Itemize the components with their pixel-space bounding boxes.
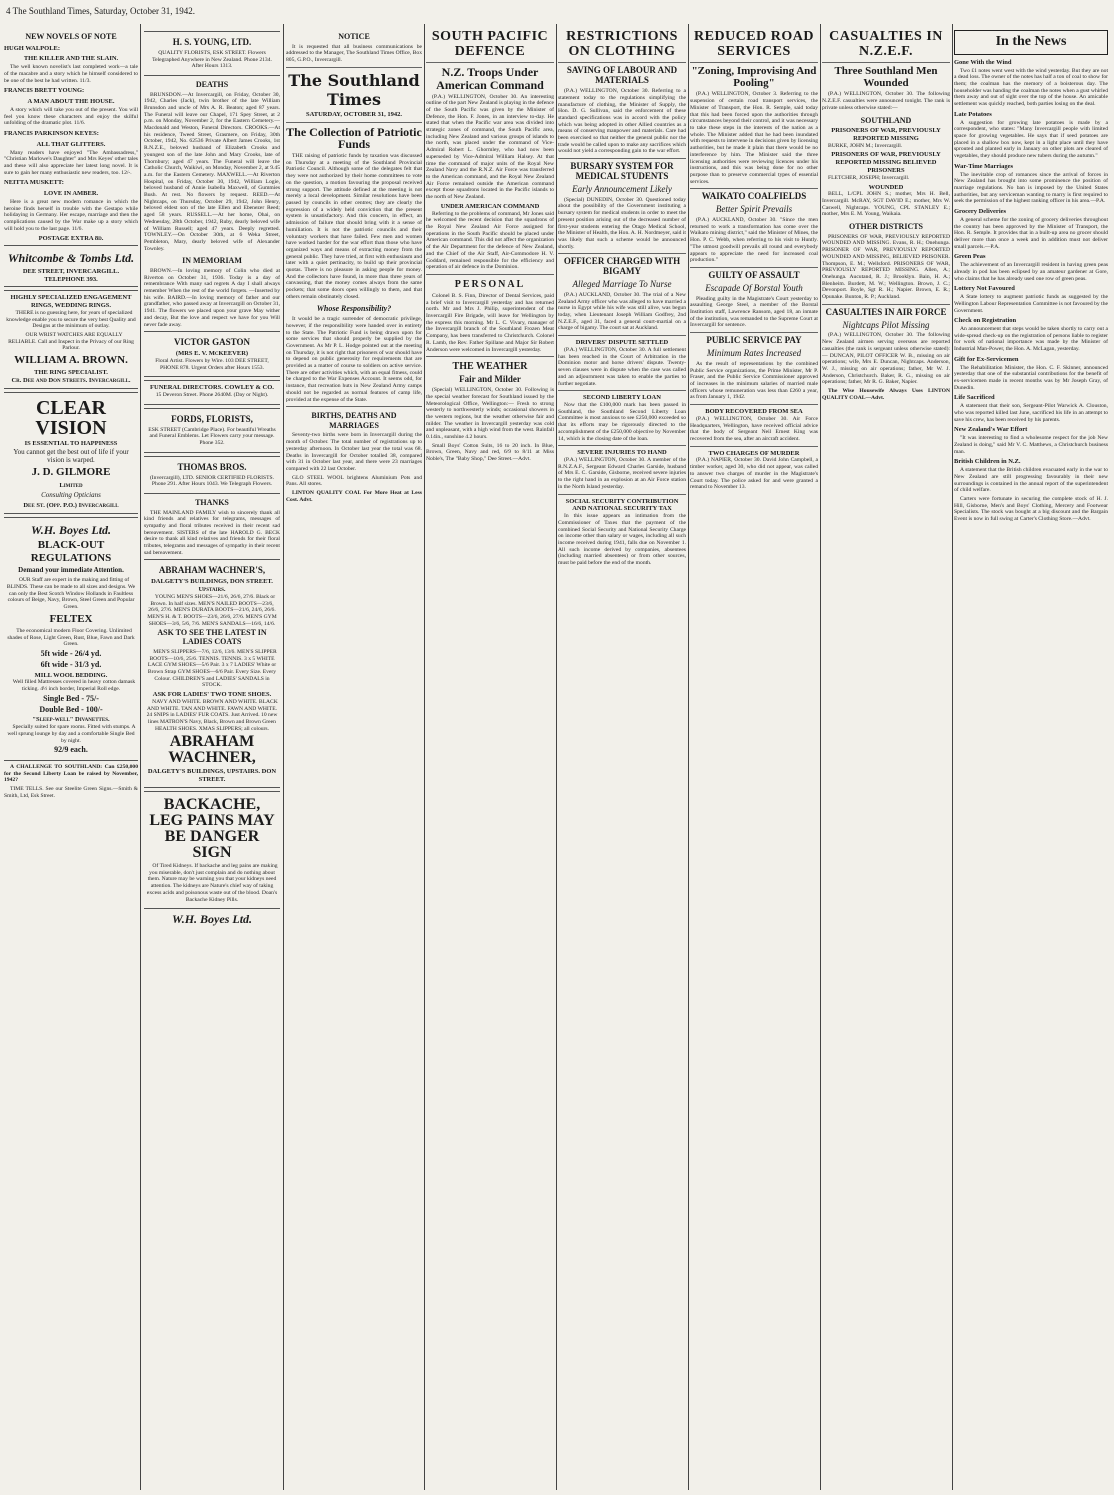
story-headline: Three Southland Men Wounded xyxy=(834,65,938,89)
backache-ad xyxy=(144,791,280,909)
news-item xyxy=(954,394,1108,423)
news-item-heading: New Zealand's War Effort xyxy=(954,426,1028,434)
clear-vision-ad xyxy=(4,392,138,514)
wachner-name: ABRAHAM WACHNER'S, xyxy=(158,565,266,576)
news-item-heading: Gone With the Wind xyxy=(954,58,1012,66)
news-item xyxy=(954,458,1108,494)
notice-text: It is requested that all business communications be addressed to the Manager, The Southland Times Office, Box 805, G.P.O., Invercargill. xyxy=(286,43,422,63)
dateline: SATURDAY, OCTOBER 31, 1942. xyxy=(305,111,403,119)
news-item xyxy=(954,111,1108,160)
thomas-text: (Invercargill), LTD. SENIOR CERTIFIED FLORISTS. Phone 291. After Hours 1043. We Telegraph Flowers. xyxy=(149,474,275,488)
column-rule xyxy=(424,24,425,1490)
novel-item xyxy=(4,130,138,176)
injuries-headline: SEVERE INJURIES TO HAND xyxy=(577,449,667,457)
body-text: (P.A.) WELLINGTON, October 30. Air Force Headquarters, Wellington, have received official advice that the body of Sergeant Neil Ernest King was recovered from the sea, after an aircraft accident. xyxy=(690,415,818,442)
glo-ad: GLO STEEL WOOL brightens Aluminium Pots and Pans. All stores. xyxy=(286,474,422,488)
injuries-text: (P.A.) WELLINGTON, October 30. A member of the R.N.Z.A.F., Sergeant Edward Charles Garside, husband of Mrs E. C. Garside, Gisborne, received severe injuries to the right hand in an explosion at an Air Force station in the North Island yesterday. xyxy=(558,457,686,490)
story-headline: N.Z. Troops Under American Command xyxy=(436,65,544,92)
waikato-headline: WAIKATO COALFIELDS xyxy=(701,191,807,202)
news-item-text: A statement that their son, Sergeant-Pilot Warwick A. Clouston, who was reported killed last June, sacrificed his life in an attempt to save his crew, has been received by his parents. xyxy=(954,403,1108,423)
pay-text: As the result of representations by the combined Public Service organizations, the Prime Minister, Mr P. Fraser, and the Public Service Commissioner approved of increases in the minimum salaries of married male officers whose remuneration was less than £260 a year, as from January 1, 1942. xyxy=(690,360,818,401)
news-item-text: An announcement that steps would be taken shortly to carry out a wide-spread check-up on the registration of persons liable to register for work of national importance was made by the Minister of Industrial Man-Power, the Hon. A. McLagan, yesterday. xyxy=(954,326,1108,353)
news-item xyxy=(954,285,1108,314)
backache-text: Of Tired Kidneys. If backache and leg pains are making you miserable, don't just complain and do nothing about them. Nature may be warning you that your kidneys need attention. The kidneys are Nature's chief way of taking excess acids and poisonous waste out of the blood. Doan's Backache Kidney Pills. xyxy=(146,863,278,903)
news-item-text: A general scheme for the zoning of grocery deliveries throughout the country has been approved by the Minister of Transport, the Hon. R. Semple. It provides that in a built-up area no grocer should deliver more than once a week and in addition must not deliver small parcels.—P.A. xyxy=(954,216,1108,250)
clear-vision-heading: CLEAR VISION xyxy=(35,396,107,439)
column-1 xyxy=(4,28,138,1488)
news-item-heading: Grocery Deliveries xyxy=(954,208,1007,216)
gilmore-sub: Limited xyxy=(59,481,83,489)
abraham-sub: DALGETY'S BUILDINGS, UPSTAIRS. DON STREET. xyxy=(147,768,277,784)
story-text: (P.A.) WELLINGTON, October 30. The following N.Z.E.F. casualties were announced tonight. The rank is private unless otherwise stated:— xyxy=(822,91,950,111)
gaston-text: Floral Artist. Flowers by Wire. 103 DEE STREET, PHONE 878. Urgent Orders after Hours 1553. xyxy=(155,357,269,371)
murder-headline: TWO CHARGES OF MURDER xyxy=(708,449,800,457)
feltex-heading: FELTEX xyxy=(49,612,93,625)
florist-text: QUALITY FLORISTS, ESK STREET. Flowers Telegraphed Anywhere in New Zealand. Phone 2134. After Hours 1313. xyxy=(152,49,272,70)
thanks-notices: THE MAINLAND FAMILY wish to sincerely thank all kind friends and relatives for telegrams, messages of sympathy and floral tributes received in their recent sad bereavement. SISTERS of the late HAROLD G. BECK desire to thank all kind relatives and friends for their floral tributes, telegrams and messages of sympathy in their recent sad bereavement. xyxy=(144,509,280,556)
weather-sub: Fair and Milder xyxy=(459,374,521,385)
blackout-sub: Demand your immediate Attention. xyxy=(18,566,124,575)
personal-text: Colonel B. S. Finn, Director of Dental Services, paid a brief visit to Invercargill yesterday and has returned north. Mr and Mrs J. Philip, superintendent of the Invercargill Fire Brigade, will leave for Wellington by the express this morning. Mr L. C. Vivary, manager of the Invercargill branch of the Southland Frozen Meat Company, has been transferred to Christchurch. Colonel R. Lamb, the Rev. Father Spillane and Major Sir Robert Anderson were welcomed in Invercargill yesterday. xyxy=(426,292,554,353)
story-text: (P.A.) WELLINGTON, October 3. Referring to the suspension of certain road transport services, the Minister of Transport, the Hon. R. Semple, said today that this had been forced upon the authorities through circumstances beyond their control, and it was necessary to take these steps in the interests of the nation as a whole. The Minister added that he had been inundated with requests to intervene in decisions given by licensing authorities, but he made it plain that there would be no interference by him. The Minister said the three licensing authorities were reviewing licences under his instructions, and this was being done for no other purpose than to preserve commercial types of essential services. xyxy=(690,91,818,185)
novel-list xyxy=(4,45,138,233)
whitcombe-logo: Whitcombe & Tombs Ltd. xyxy=(7,251,135,266)
funeral-text: 15 Deveron Street. Phone 2640M. (Day or Night). xyxy=(155,392,269,399)
editorial-text-2: It would be a tragic surrender of democratic privilege, however, if the responsibility were handed over in entirety to the State. The Patriotic Fund is being drawn upon for some services that should properly be supplied by the Government. As Mr P. L. Hodge pointed out at the meeting on Thursday, it is not right that prisoners of war should have to depend on public generosity for requirements that are provided as a matter of course to soldiers on active service. There are other activities which, with an equal fitness, could be charged to the War Expenses Account. It seems odd, for instance, that recreation huts in New Zealand Army camps should not be regarded as normal features of camp life, provided at the expense of the State. xyxy=(286,316,422,403)
column-8 xyxy=(954,28,1108,1488)
novel-author: NEITTA MUSKETT: xyxy=(4,179,64,187)
pay-sub: Minimum Rates Increased xyxy=(706,348,802,359)
clear-vision-sub: IS ESSENTIAL TO HAPPINESS xyxy=(24,439,118,447)
news-item xyxy=(954,356,1108,392)
masthead: The Southland Times xyxy=(288,70,420,109)
brown-name: WILLIAM A. BROWN. xyxy=(14,354,128,367)
air-sub: Nightcaps Pilot Missing xyxy=(842,319,930,330)
bigamy-text: (P.A.) AUCKLAND, October 30. The trial of a New Zealand Army officer who was alleged to have married a nurse in Egypt while his wife was still alive, was begun today, when Lieutenant Joseph William Godfrey, 2nd N.Z.E.F., aged 31, faced a general court-martial on a charge of bigamy. The court sat at Auckland. xyxy=(558,291,686,332)
social-text: In this issue appears an intimation from the Commissioner of Taxes that the payment of the combined Social Security and National Security Charge on income other than salary or wages, including all such income received during 1941, falls due on November 1. All such income derived by companies, absentees (including married absentees) or from other sources, must be paid before the end of the month. xyxy=(558,513,686,567)
florist-name: H. S. YOUNG, LTD. xyxy=(172,37,252,47)
casualty-list: FLETCHER, JOSEPH; Invercargill. xyxy=(828,174,910,181)
funeral-heading: FUNERAL DIRECTORS. COWLEY & CO. xyxy=(150,384,274,392)
coats-text: MEN'S SLIPPERS—7/6, 12/6, 13/6. MEN'S SLIPPER BOOTS—10/6, 25/6. TENNIS. TENNIS. 3 x 5 WHITE LACE GYM SHOES—5/6 Pair. 3 x 7 LADIES' White or Brown Strap GYM SHOES—6/6 Pair. Every Size. Every Colour. CHILDREN'S and LADIES' SANDALS in STOCK. xyxy=(147,648,277,689)
novel-title: LOVE IN AMBER. xyxy=(43,190,99,198)
news-item-heading: War-Time Marriages xyxy=(954,162,1014,170)
notice-heading: NOTICE xyxy=(338,32,370,41)
shoes-text: NAVY AND WHITE. BROWN AND WHITE. BLACK AND WHITE. TAN AND WHITE. FAWN AND WHITE. 24 SNIPS in LADIES' FUR COATS. Just Arrived. 10 new lines MATRON'S Navy, Black, Brown and Brown Green HEALTH SHOES. XMAS SLIPPERS; all colours. xyxy=(146,698,278,732)
divanettes-price: 92/9 each. xyxy=(54,745,88,755)
boyes-logo: W.H. Boyes Ltd. xyxy=(30,522,112,537)
blackout-heading: BLACK-OUT REGULATIONS xyxy=(30,539,112,565)
column-rule xyxy=(140,24,141,1490)
boyes-ad xyxy=(4,517,138,761)
gaston-name: VICTOR GASTON xyxy=(174,337,250,348)
column-6 xyxy=(690,28,818,1488)
carters-ad: Carters were fortunate in securing the complete stock of H. J. Hill, Gisborne, Men's and Boys' Clothing, Mercery and Footwear Specialists. The stock was bought at a big discount and the Bargain Event is now in full swing at Carter's Clothing Store.—Advt. xyxy=(954,495,1108,523)
novel-title: ALL THAT GLITTERS. xyxy=(36,140,106,148)
gilmore-address: Dee St. (Opp. P.O.) Invercargill xyxy=(23,501,119,509)
deaths-notices: BRUNSDON.—At Invercargill, on Friday, October 30, 1942, Charles (Jack), twin brother of the late William Brunsdon and uncle of Mrs A. R. Beaton; aged 87 years. The Funeral will leave our Chapel, 171 Spey Street, at 2 p.m. on Monday, November 2, for the Eastern Cemetery.—Macdonald and Weston, Funeral Directors. CROOKS.—At his residence, Tweed Street, Grasmere, on Friday, 30th October, 1942, No. 62536 Private Albert James Crooks, 1st R.N.Z.E., beloved husband of Elizabeth Crooks and youngest son of the late John and Mary Crooks, late of Thornbury; aged 47 years. The Funeral will leave the Catholic Church, Waikiwi, on Monday, November 2, at 9.45 a.m. for the Eastern Cemetery. MAXWELL.—At Riverton Hospital, on Friday, October 30, 1942, William Logie, beloved husband of Annie Isabella Maxwell, of Gummies Bush. At rest. No flowers by request. REED.—At Nightcaps, on Thursday, October 29, 1942, John Henry, beloved eldest son of the late Ellen and Ebenezer Reed; aged 58 years. RUSSELL.—At her home, Ohai, on Wednesday, 28th October, 1942, Ruby, dearly beloved wife of William Russell; aged 47 years. Deeply regretted. TOWNLEY.—On October 30th, at 6 Weka Street, Pembleton, Mary, dearly beloved wife of Alexander Townley. xyxy=(144,91,280,252)
news-item xyxy=(954,253,1108,282)
column-4 xyxy=(426,28,554,1488)
blackout-text: OUR Staff are expert in the making and fitting of BLINDS. These can be made to all sizes and designs. We can only the Best Scotch Window Hollands in Faultless colours of Beige, Navy, Brown, Steel Green and Popular Green. xyxy=(6,577,136,610)
bursary-sub: Early Announcement Likely xyxy=(572,183,672,194)
linton-ad: LINTON QUALITY COAL For More Heat at Less Cost. Advt. xyxy=(286,490,422,503)
story-text: (P.A.) WELLINGTON, October 30. Referring to a statement today to the regulations simplifying the manufacture of clothing, the Minister of Supply, the Hon. D. G. Sullivan, said the enforcement of these standard specifications was in accord with the policy which was being adopted in other Allied countries as a means of conserving manpower and materials. Care had been exercised so that neither the general public nor the trade would be called upon to make any sacrifices which would not yield a corresponding gain to the war effort. xyxy=(558,88,686,155)
novel-author: FRANCIS PARKINSON KEYES: xyxy=(4,130,99,137)
news-item-text: A statement that the British children evacuated early in the war to New Zealand are still progressing favourably in their new surroundings is contained in the annual report of the superintendent of child welfare. xyxy=(954,467,1108,494)
news-item xyxy=(954,317,1108,353)
small-boys-ad: Small Boys' Cotton Suits, 16 to 20 inch. In Blue, Brown, Green, Navy and red, 6/9 to 8/11 at Miss Noble's, The "Baby Shop," Dee Street.—Advt. xyxy=(426,442,554,463)
fords-ad xyxy=(144,408,280,453)
casualty-list: BURKE, JOHN M.; Invercargill. xyxy=(828,142,903,149)
whitcombe-address: DEE STREET, INVERCARGILL. xyxy=(22,267,120,275)
casualty-list-heading: PRISONERS OF WAR, PREVIOUSLY REPORTED MISSING BELIEVED PRISONERS xyxy=(831,151,941,175)
story-subhead: UNDER AMERICAN COMMAND xyxy=(440,202,540,210)
rings-heading: HIGHLY SPECIALIZED ENGAGEMENT RINGS, WEDDING RINGS. xyxy=(10,294,132,310)
fords-text: ESK STREET (Cambridge Place). For beautiful Wreaths and Funeral Emblems. Let Flowers carry your message. Phone 352. xyxy=(148,426,276,446)
new-novels-heading: NEW NOVELS OF NOTE xyxy=(25,32,117,41)
editorial-text: THE raising of patriotic funds by taxation was discussed on Thursday at a meeting of the Southland Provincial Patriotic Council. Although some of the delegates felt that they were not authorized by their home committees to vote on the question, a motion favouring the proposal received strong support. The attitude defined at the meeting is not merely a local development. Similar resolutions have been passed by councils in other centres; they are clearly the expression of a widely held conviction that the present system is unsatisfactory. And this concern, in effect, an admission of failure that should bring with it a sense of humiliation. It is not the patriotic councils and their voluntary workers that have failed. Few men and women have worked harder for the war effort than those who have organized ways and means of extracting money from the general public. They have tried, at first with enthusiasm and later with a quiet pertinacity, to build up their provincial quotas. There is no pleasure in asking people for money. And the collectors have found, in more than three years of canvassing, that the money comes always from the same pockets; that some doors open willingly to them, and that others remain obstinately closed. xyxy=(286,153,422,300)
feltex-text: The economical modern Floor Covering. Unlimited shades of Rose, Light Green, Rust, Blue, Fawn and Dark Green. xyxy=(7,627,135,648)
wachner-ad xyxy=(144,559,280,788)
news-item-heading: Life Sacrificed xyxy=(954,394,995,402)
wounded-list: BELL, L/CPL JOHN S.; mother, Mrs H. Bell, Invercargill. McRAY, SGT DAVID E.; mother, Mrs W. Caswell, Nightcaps. YOUNG, CPL STANLEY E.; mother, Mrs E. M. Young, Waikaia. xyxy=(822,191,950,218)
assault-headline: GUILTY OF ASSAULT xyxy=(708,269,800,280)
news-item-text: The achievement of an Invercargill resident in having green peas already in pod has been eclipsed by an amateur gardener at Gore, who claims that he has already used one row of green peas. xyxy=(954,262,1108,282)
banner-casualties: CASUALTIES IN N.Z.E.F. xyxy=(829,29,943,59)
wounded-heading: WOUNDED xyxy=(868,183,904,191)
whitcombe-ad xyxy=(4,245,138,287)
other-districts-heading: OTHER DISTRICTS xyxy=(848,222,924,232)
news-item-heading: Green Peas xyxy=(954,253,986,261)
column-rule xyxy=(820,24,821,1490)
novel-item xyxy=(4,179,138,232)
births-text: Seventy-two births were born in Invercargill during the month of October. The total number of registrations up to yesterday afternoon. In October last year the total was 68. Deaths in Invercargill for October totalled 38, compared with 31 in October last year, and there were 23 marriages compared with 22 last October. xyxy=(286,432,422,472)
brown-sub: THE RING SPECIALIST. xyxy=(34,369,108,377)
banner-clothing: RESTRICTIONS ON CLOTHING xyxy=(566,29,678,59)
body-headline: BODY RECOVERED FROM SEA xyxy=(705,408,803,416)
brown-address: Cr. Dee and Don Streets. Invercargill. xyxy=(11,377,131,385)
abraham-name: ABRAHAM WACHNER, xyxy=(168,733,256,767)
news-item-text: A State lottery to augment patriotic funds as suggested by the Wellington Labour Representation Committee is not favoured by the Government. xyxy=(954,294,1108,314)
novel-blurb: A story which will take you out of the present. You will feel you know these characters and enjoy the skilful unfolding of the dramatic plot. 11/6. xyxy=(4,106,138,127)
social-headline: SOCIAL SECURITY CONTRIBUTION AND NATIONAL SECURITY TAX xyxy=(565,497,679,513)
story-text: (P.A.) WELLINGTON, October 30. An interesting outline of the part New Zealand is playing in the defence of the South Pacific was given by the Minister of Defence, the Hon. F. Jones, in an interview to-day. He stated that when the Pacific war area was divided into strategic zones of command, the South Pacific area, including New Zealand and various groups of islands to the north, was placed under the command of Vice-Admiral Robert L. Ghormley, who had now been superseded by Vice-Admiral William Halsey. At that time the command of major units of the Royal New Zealand Navy and the R.N.Z. Air Force was transferred to the American command, and the Royal New Zealand Air Force remained outside the American command except those squadrons located in the Pacific islands to the north of New Zealand. xyxy=(426,93,554,201)
rings-text: THERE is no guessing here, for years of specialized knowledge enable you to secure the very best Quality and Designs at the minimum of outlay. xyxy=(6,309,136,330)
rings-ad xyxy=(4,290,138,389)
novel-author: FRANCIS BRETT YOUNG: xyxy=(4,87,85,95)
gilmore-opticians: Consulting Opticians xyxy=(41,491,101,500)
story-text-2: Referring to the problems of command, Mr Jones said he welcomed the recent decision that the squadrons of the Royal New Zealand Air Force assigned for operations in the South Pacific should be placed under American command. This did not affect the organization of the Air Department for the defence of New Zealand, and the Chief of the Air Staff, Air-Commodore H. V. Goddard, remained responsible for the efficiency and operation of air defence in the Dominion. xyxy=(426,210,554,271)
murder-text: (P.A.) NAPIER, October 30. David John Campbell, a timber worker, aged 30, who did not appear, was called to answer two charges of murder in the Magistrate's Court today. The police asked for and were granted a remand to November 13. xyxy=(690,457,818,491)
page-header: 4 The Southland Times, Saturday, October 31, 1942. xyxy=(6,6,195,16)
other-districts-list: PRISONERS OF WAR, PREVIOUSLY REPORTED WOUNDED AND MISSING. Evans, R. H.; Onehunga. PRISONER OF WAR, PREVIOUSLY REPORTED WOUNDED AND MISSING, BELIEVED PRISONER. Thompson, E. M.; Wellsford. PRISONERS OF WAR, PREVIOUSLY REPORTED MISSING. Allen, A.; Onehunga. Aucutand, R. J.; Brooklyn. Bain, H. A.; Blenheim. Burdett, M. W.; Wellington. Brown, J. C.; Devonport. Boyle, Sgt R. H.; Napier. Brown, E. R.; Opunake. Bunton, R. P.; Auckland. xyxy=(822,233,950,301)
gaston-ad xyxy=(144,331,280,377)
young-florist-ad xyxy=(144,31,280,76)
news-item-heading: Check on Registration xyxy=(954,317,1017,325)
personal-heading: PERSONAL xyxy=(454,278,526,290)
liberty-headline: SECOND LIBERTY LOAN xyxy=(583,394,661,402)
mill-text: Well filled Mattresses covered in heavy cotton damask ticking. 4½ inch border, Imperial Roll edge. xyxy=(12,679,136,692)
column-3 xyxy=(286,28,422,1488)
waikato-text: (P.A.) AUCKLAND, October 30. "Since the men returned to work a transformation has come over the Waikato mining district," said the Minister of Mines, the Hon. P. C. Webb, when referring to his visit to Huntly. "The utmost goodwill prevails all round and everybody appears to appreciate the need for increased coal production." xyxy=(690,217,818,264)
news-item-heading: British Children in N.Z. xyxy=(954,458,1021,466)
boyes-logo: W.H. Boyes Ltd. xyxy=(171,912,253,927)
backache-heading: BACKACHE, LEG PAINS MAY BE DANGER SIGN xyxy=(149,796,275,862)
mill-price: Double Bed - 100/- xyxy=(39,704,103,714)
column-2 xyxy=(144,28,280,1488)
news-item-text: Two £1 notes went west with the wind yesterday. But they are not a dead loss. The owner of the notes has half a ton of coal to show for them; the coalman has the memory of a boisterous day. The householder was handing the coalman the notes when a gust whirled them away and out of sight over the top of the house. An amicable settlement was quickly reached, both parties losing on the deal. xyxy=(954,67,1108,108)
feltex-price: 5ft wide - 26/4 yd. xyxy=(40,648,102,658)
coats-heading: ASK TO SEE THE LATEST IN LADIES COATS xyxy=(157,628,267,647)
drivers-text: (P.A.) WELLINGTON, October 30. A full settlement has been reached in the Court of Arbitration in the Dominion motor and horse drivers' dispute. Twenty-seven clauses were in dispute when the case was called and an adjournment was taken to enable the parties to further negotiate. xyxy=(558,346,686,387)
bigamy-sub: Alleged Marriage To Nurse xyxy=(572,279,672,290)
story-headline: SAVING OF LABOUR AND MATERIALS xyxy=(566,65,678,86)
news-item-text: A suggestion for growing late potatoes is made by a correspondent, who states: "Many Invercargill people with limited space for growing vegetables. He says that if seed potatoes are placed in a shallow box now, kept in a light place until they have sprouted and planted early in January on other plots are cleared of vegetables, they should produce new tubers during the autumn." xyxy=(954,119,1108,160)
news-item xyxy=(954,426,1108,455)
shoes-heading: ASK FOR LADIES' TWO TONE SHOES. xyxy=(152,691,272,699)
thomas-name: THOMAS BROS. xyxy=(177,461,247,472)
memoriam-notices: BROWN.—In loving memory of Colin who died at Riverton on October 31, 1936. Today is a day of remembrance With many sad regrets A day I shall always remember When the rest of the world forgets. —Inserted by his wife. BAIRD.—In loving memory of father and our grandfather, who passed away at Invercargill on October 31, 1941. The flowers we placed upon your grave May wither and decay, But the love and respect we have for you Will never fade away. xyxy=(144,267,280,328)
funeral-ad xyxy=(144,380,280,405)
births-heading: BIRTHS, DEATHS AND MARRIAGES xyxy=(311,411,397,430)
deaths-heading: DEATHS xyxy=(195,79,229,89)
time-tells-note: TIME TELLS. See our Steelite Green Signs.—Smith & Smith, Ltd, Esk Street. xyxy=(4,786,138,799)
bursary-headline: BURSARY SYSTEM FOR MEDICAL STUDENTS xyxy=(570,161,674,182)
novel-item xyxy=(4,45,138,85)
gilmore-name: J. D. GILMORE xyxy=(31,466,111,479)
memoriam-heading: IN MEMORIAM xyxy=(182,256,242,266)
divanettes-heading: "Sleep-well" Divanettes. xyxy=(32,716,110,724)
novel-title: A MAN ABOUT THE HOUSE. xyxy=(27,98,115,106)
weather-text: (Special) WELLINGTON, October 30. Following is the special weather forecast for Southland issued by the Meteorological Office, Wellington:— Fresh to strong westerly to northwesterly winds; occasional showers in the western regions, but the weather otherwise fair and milder. The weather in Invercargill yesterday was cold and unpleasant, with a high wind from the west. Rainfall 0.14in., sunshine 4.2 hours. xyxy=(426,387,554,441)
in-the-news-heading: In the News xyxy=(954,30,1108,55)
news-item-text: The inevitable crop of romances since the arrival of forces in New Zealand has brought into some prominence the position of marriage regulations. No ban is imposed by the United States authorities, but any serviceman wanting to marry is first required to seek the permission of the highest ranking officer in his area.—P.A. xyxy=(954,171,1108,205)
news-item-heading: Late Potatoes xyxy=(954,110,992,118)
novel-blurb: Here is a great new modern romance in which the heroine finds herself in trouble with the Gestapo while holidaying in Germany. Her escape, marriage and then the complications caused by the War make up a story which will hold you to the last page. 11/6. xyxy=(4,199,138,232)
column-rule xyxy=(688,24,689,1490)
novel-blurb: The well known novelist's last completed work—a tale of the macabre and a story which he himself considered to be one of the best he had written. 11/3. xyxy=(4,64,138,84)
news-item-text: The Rehabilitation Minister, the Hon. C. F. Skinner, announced yesterday that one of the substantial contributions for the benefit of ex-servicemen made in recent months was by Mr Joseph Gray, of Dunedin. xyxy=(954,364,1108,391)
news-item xyxy=(954,163,1108,205)
news-item-heading: Lottery Not Favoured xyxy=(954,285,1015,293)
column-5 xyxy=(558,28,686,1488)
column-rule xyxy=(283,24,284,1490)
news-item xyxy=(954,59,1108,108)
mill-heading: MILL WOOL BEDDING. xyxy=(34,671,108,679)
rings-text-2: OUR WRIST WATCHES ARE EQUALLY RELIABLE. Call and Inspect in the Privacy of our Ring Parlour. xyxy=(8,332,134,352)
casualty-list-heading: PRISONERS OF WAR, PREVIOUSLY REPORTED MISSING xyxy=(831,127,941,142)
thanks-heading: THANKS xyxy=(195,497,229,507)
assault-text: Pleading guilty in the Magistrate's Court yesterday to assaulting George Steel, a member of the Borstal Institution staff, Lawrence Ransom, aged 18, an inmate of the institution, was remanded to the Supreme Court at Invercargill for sentence. xyxy=(690,295,818,329)
postage-note: POSTAGE EXTRA 8d. xyxy=(38,234,104,242)
assault-sub: Escapade Of Borstal Youth xyxy=(705,282,803,293)
clear-vision-text: You cannot get the best out of life if your vision is warped. xyxy=(13,447,129,465)
news-item-text: "It was interesting to find a wholesome respect for the job New Zealand is doing," said Mr V. C. Matthews, a Christchurch business man. xyxy=(954,435,1108,455)
southland-heading: SOUTHLAND xyxy=(860,115,912,125)
news-item-heading: Gift for Ex-Servicemen xyxy=(954,355,1019,363)
editorial-subhead: Whose Responsibility? xyxy=(316,303,392,313)
editorial-headline: The Collection of Patriotic Funds xyxy=(286,124,422,152)
banner-south-pacific: SOUTH PACIFIC DEFENCE xyxy=(431,29,549,59)
column-7 xyxy=(822,28,950,1488)
wachner-shoes: YOUNG MEN'S SHOES—21/6, 26/6, 27/6. Black or Brown. In half sizes. MEN'S NAILED BOOTS—23/6, 26/6, 27/6. MEN'S DURATA BOOTS—21/6, 24/6, 26/6. MEN'S H. & T. BOOTS—23/6, 26/6, 27/6. MEN'S GYM SHOES—3/6, 5/6, 7/6. MEN'S SANDALS—16/6, 14/6. xyxy=(147,593,277,627)
linton-ad: The Wise Housewife Always Uses LINTON QUALITY COAL—Advt. xyxy=(822,388,950,401)
divanettes-text: Specially suited for spare rooms. Fitted with stumps. A well sprung lounge by day and a comfortable Single Bed by night. xyxy=(7,724,136,744)
weather-heading: THE WEATHER xyxy=(452,361,528,373)
novel-title: THE KILLER AND THE SLAIN. xyxy=(23,55,119,63)
bigamy-headline: OFFICER CHARGED WITH BIGAMY xyxy=(563,256,681,277)
novel-author: HUGH WALPOLE: xyxy=(4,44,61,52)
challenge-note: A CHALLENGE TO SOUTHLAND: Can £250,000 for the Second Liberty Loan be raised by November, 1942? xyxy=(4,764,138,784)
air-text: (P.A.) WELLINGTON, October 30. The following New Zealand airmen serving overseas are reported casualties (the rank is sergeant unless otherwise stated):— DUNCAN, PILOT OFFICER W. B., missing on air operations; wife, Mrs E. Duncan, Nightcaps. Anderson, W. J., missing on air operations; father, Mr W. J. Anderson, Christchurch. Baker, R. G., missing on air operations; father, Mr R. G. Baker, Napier. xyxy=(822,332,950,386)
banner-road-services: REDUCED ROAD SERVICES xyxy=(694,29,814,59)
pay-headline: PUBLIC SERVICE PAY xyxy=(706,335,802,346)
whitcombe-telephone: TELEPHONE 393. xyxy=(44,275,98,283)
column-rule xyxy=(952,24,953,1490)
air-headline: CASUALTIES IN AIR FORCE xyxy=(825,306,947,317)
drivers-headline: DRIVERS' DISPUTE SETTLED xyxy=(575,339,669,347)
wachner-sub: DALGETY'S BUILDINGS, DON STREET. Upstairs. xyxy=(151,578,273,594)
bursary-text: (Special) DUNEDIN, October 30. Questioned today about the possibility of the Government instituting a bursary system for medical students in order to meet the present position arising out of the decreased number of first-year students entering the Otago Medical School, the Minister of Health, the Hon. A. H. Nordmeyer, said it was likely that such a scheme would be announced shortly. xyxy=(558,196,686,250)
fords-name: FORDS, FLORISTS, xyxy=(171,413,253,424)
story-headline: "Zoning, Improvising And Pooling" xyxy=(691,65,817,89)
news-item xyxy=(954,208,1108,250)
waikato-sub: Better Spirit Prevails xyxy=(715,204,793,215)
novel-item xyxy=(4,87,138,127)
mill-price: Single Bed - 75/- xyxy=(43,693,99,703)
column-rule xyxy=(556,24,557,1490)
feltex-price: 6ft wide - 31/3 yd. xyxy=(40,659,102,669)
gaston-sub: (MRS E. V. McKEEVER) xyxy=(175,350,249,358)
liberty-text: Now that the £100,000 mark has been passed in Southland, the Southland Second Liberty Loan Committee is most anxious to see £250,000 exceeded so that its efforts may be rigorously directed to the accomplishment of the £250,000 objective by November 14, which is the closing date of the loan. xyxy=(558,402,686,442)
novel-blurb: Many readers have enjoyed "The Ambassadress," "Christian Marlowe's Daughter" and Mrs Keyes' other tales and these will also appreciate her latest long novel. It is sure to gain her many enthusiastic new readers, too. 12/-. xyxy=(4,149,138,176)
thomas-ad xyxy=(144,456,280,494)
